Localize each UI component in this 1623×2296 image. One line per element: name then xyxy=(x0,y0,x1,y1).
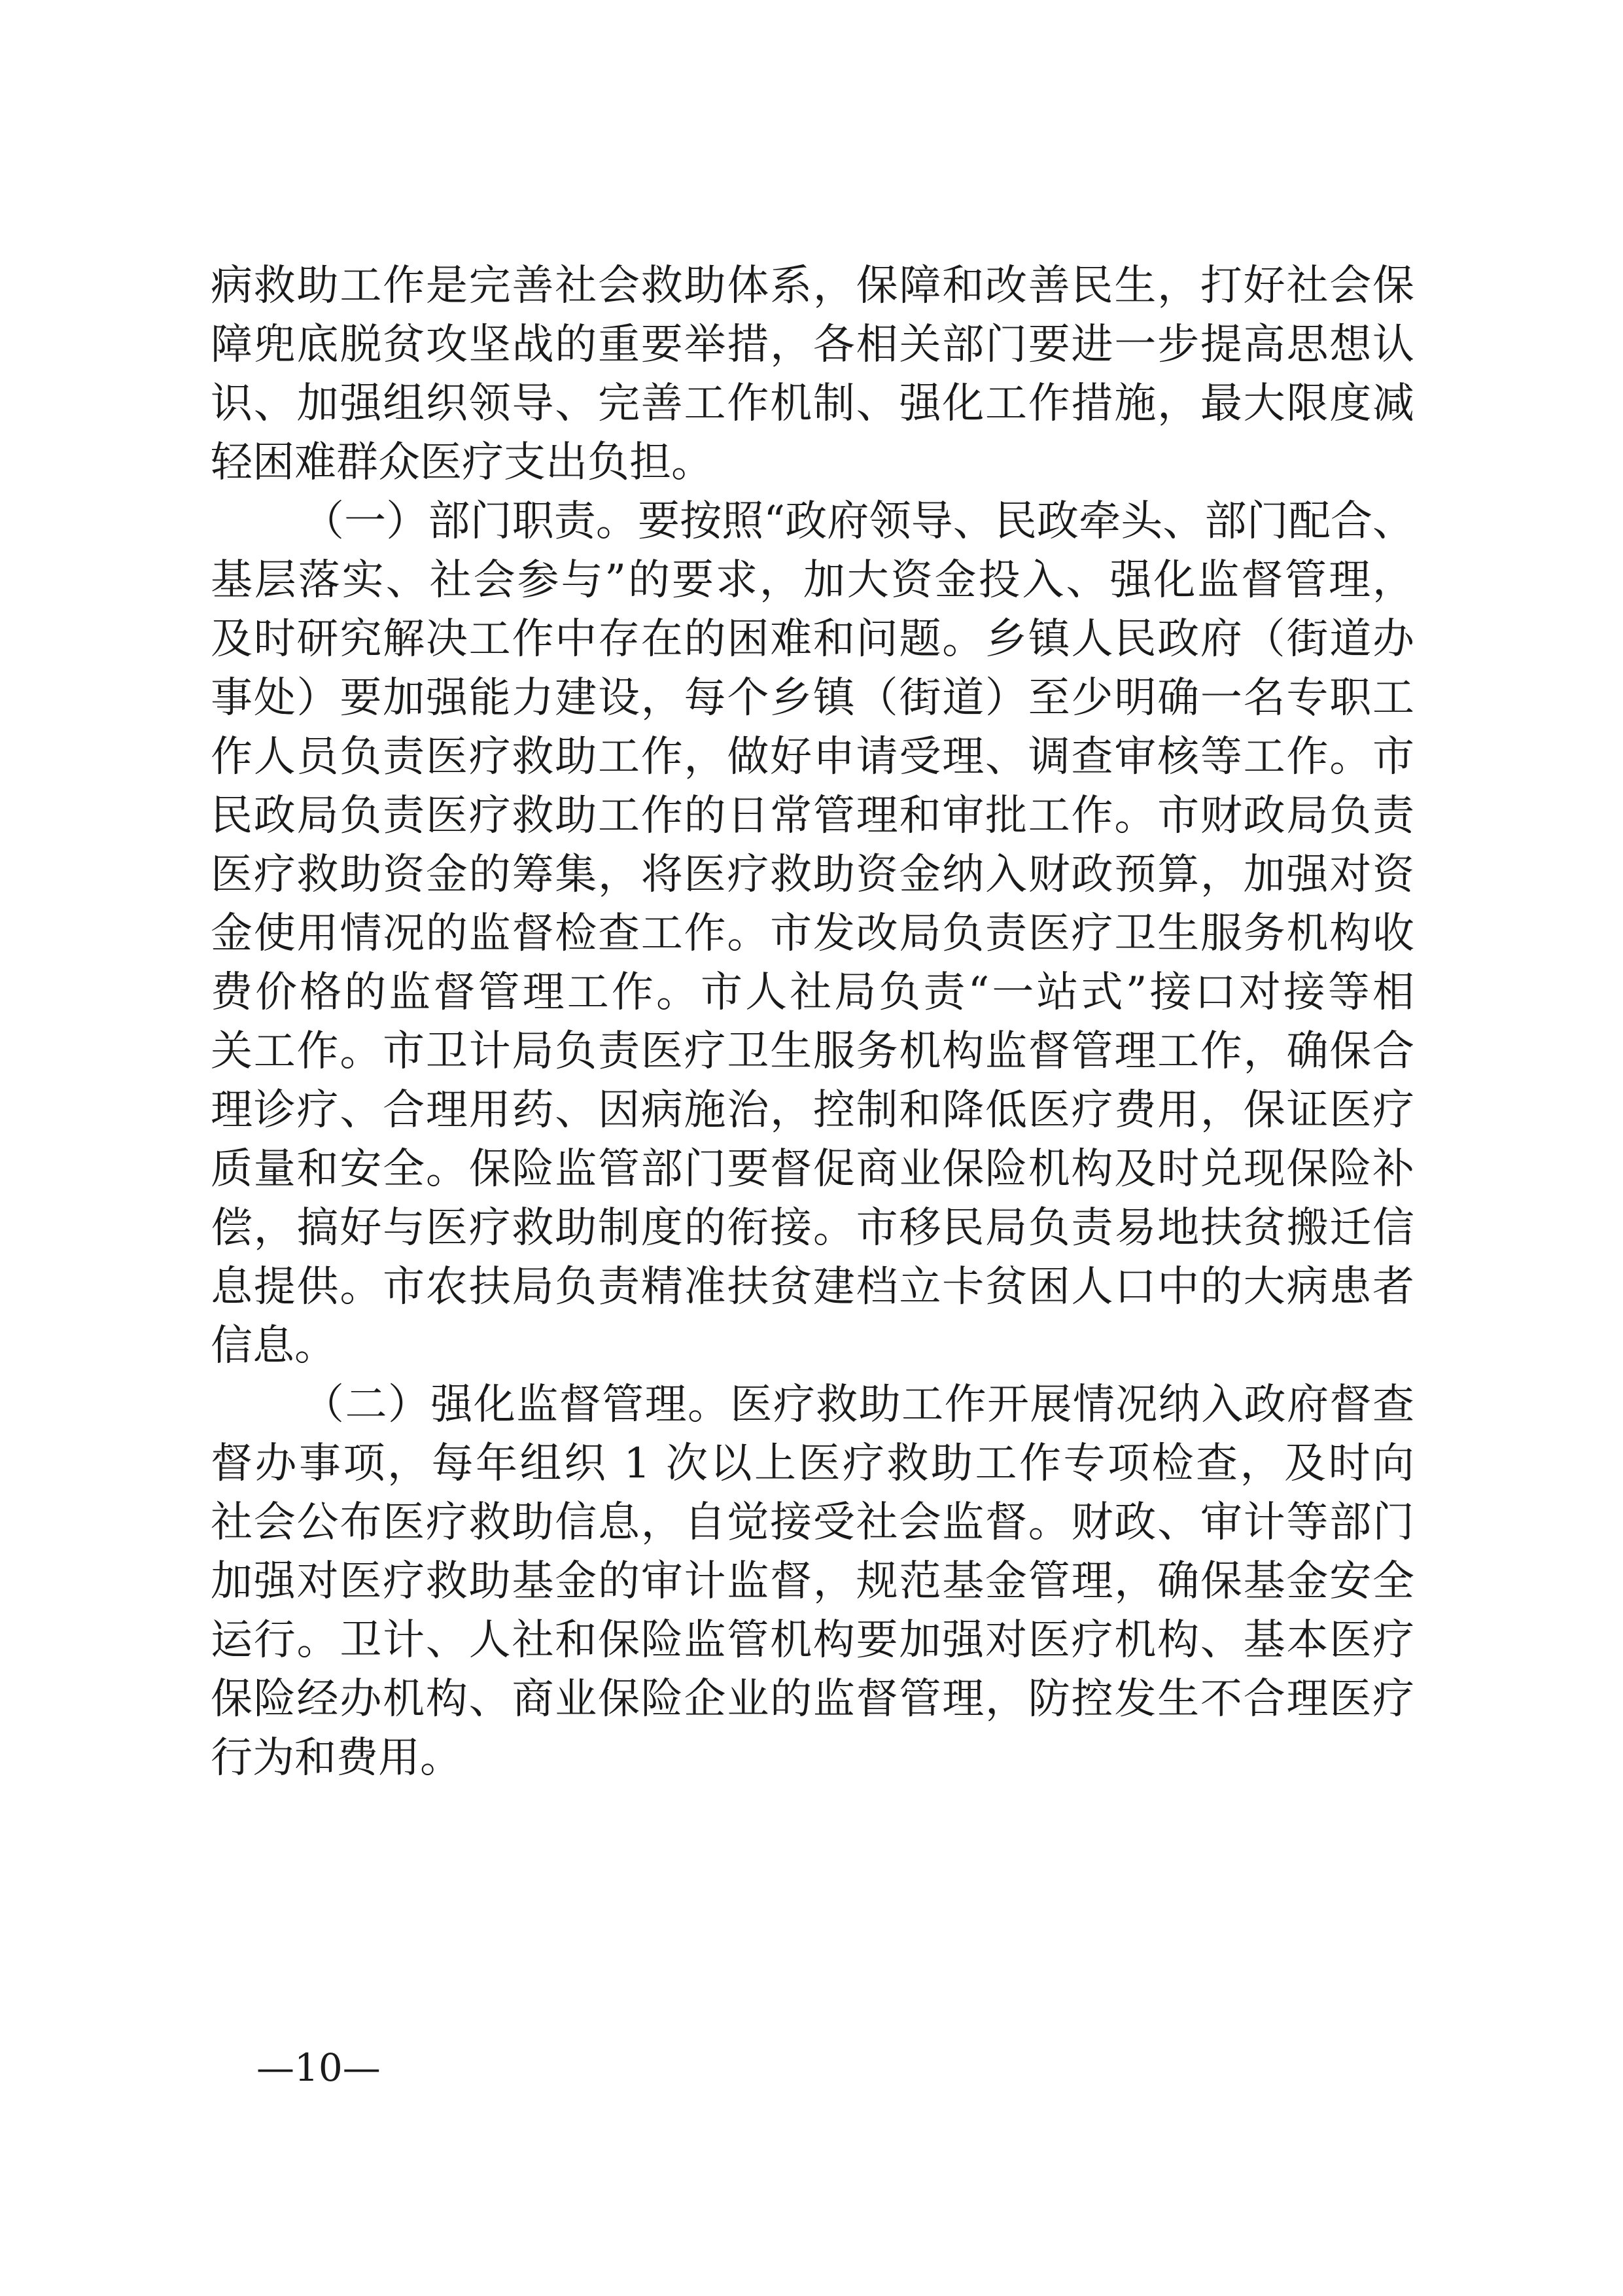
text-line: 行为和费用。 xyxy=(211,1734,462,1782)
text-line: 及时研究解决工作中存在的困难和问题。乡镇人民政府（街道办 xyxy=(211,615,1414,663)
text-line: 信息。 xyxy=(211,1322,336,1370)
text-line: （二）强化监督管理。医疗救助工作开展情况纳入政府督查 xyxy=(302,1381,1414,1429)
text-line: 作人员负责医疗救助工作，做好申请受理、调查审核等工作。市 xyxy=(211,733,1414,781)
text-line: 偿，搞好与医疗救助制度的衔接。市移民局负责易地扶贫搬迁信 xyxy=(211,1204,1414,1252)
text-line: 运行。卫计、人社和保险监管机构要加强对医疗机构、基本医疗 xyxy=(211,1616,1414,1665)
text-line: 息提供。市农扶局负责精准扶贫建档立卡贫困人口中的大病患者 xyxy=(211,1263,1414,1311)
text-line: 识、加强组织领导、完善工作机制、强化工作措施，最大限度减 xyxy=(211,380,1414,428)
text-line: 金使用情况的监督检查工作。市发改局负责医疗卫生服务机构收 xyxy=(211,910,1414,958)
text-line: 民政局负责医疗救助工作的日常管理和审批工作。市财政局负责 xyxy=(211,792,1414,840)
text-line: 基层落实、社会参与”的要求，加大资金投入、强化监督管理， xyxy=(211,556,1414,605)
text-line: 加强对医疗救助基金的审计监督，规范基金管理，确保基金安全 xyxy=(211,1557,1414,1606)
text-line: 事处）要加强能力建设，每个乡镇（街道）至少明确一名专职工 xyxy=(211,674,1414,722)
text-line: 社会公布医疗救助信息，自觉接受社会监督。财政、审计等部门 xyxy=(211,1498,1414,1547)
text-line: 病救助工作是完善社会救助体系，保障和改善民生，打好社会保 xyxy=(211,262,1414,310)
text-line: 轻困难群众医疗支出负担。 xyxy=(211,438,713,487)
text-line: 理诊疗、合理用药、因病施治，控制和降低医疗费用，保证医疗 xyxy=(211,1086,1414,1135)
text-line: 关工作。市卫计局负责医疗卫生服务机构监督管理工作，确保合 xyxy=(211,1027,1414,1076)
paragraph-intro xyxy=(211,256,1414,492)
document-body xyxy=(211,256,1414,1788)
paragraph-supervision xyxy=(211,1375,1414,1788)
text-line: 保险经办机构、商业保险企业的监督管理，防控发生不合理医疗 xyxy=(211,1675,1414,1723)
text-line: 医疗救助资金的筹集，将医疗救助资金纳入财政预算，加强对资 xyxy=(211,851,1414,899)
text-line: （一）部门职责。要按照“政府领导、民政牵头、部门配合、 xyxy=(302,497,1414,546)
text-line: 质量和安全。保险监管部门要督促商业保险机构及时兑现保险补 xyxy=(211,1145,1414,1193)
page-number: —10— xyxy=(256,2045,381,2090)
text-line: 督办事项，每年组织 1 次以上医疗救助工作专项检查，及时向 xyxy=(211,1439,1414,1488)
text-line: 费价格的监督管理工作。市人社局负责“一站式”接口对接等相 xyxy=(211,968,1414,1017)
paragraph-department-duties xyxy=(211,492,1414,1375)
text-line: 障兜底脱贫攻坚战的重要举措，各相关部门要进一步提高思想认 xyxy=(211,321,1414,369)
